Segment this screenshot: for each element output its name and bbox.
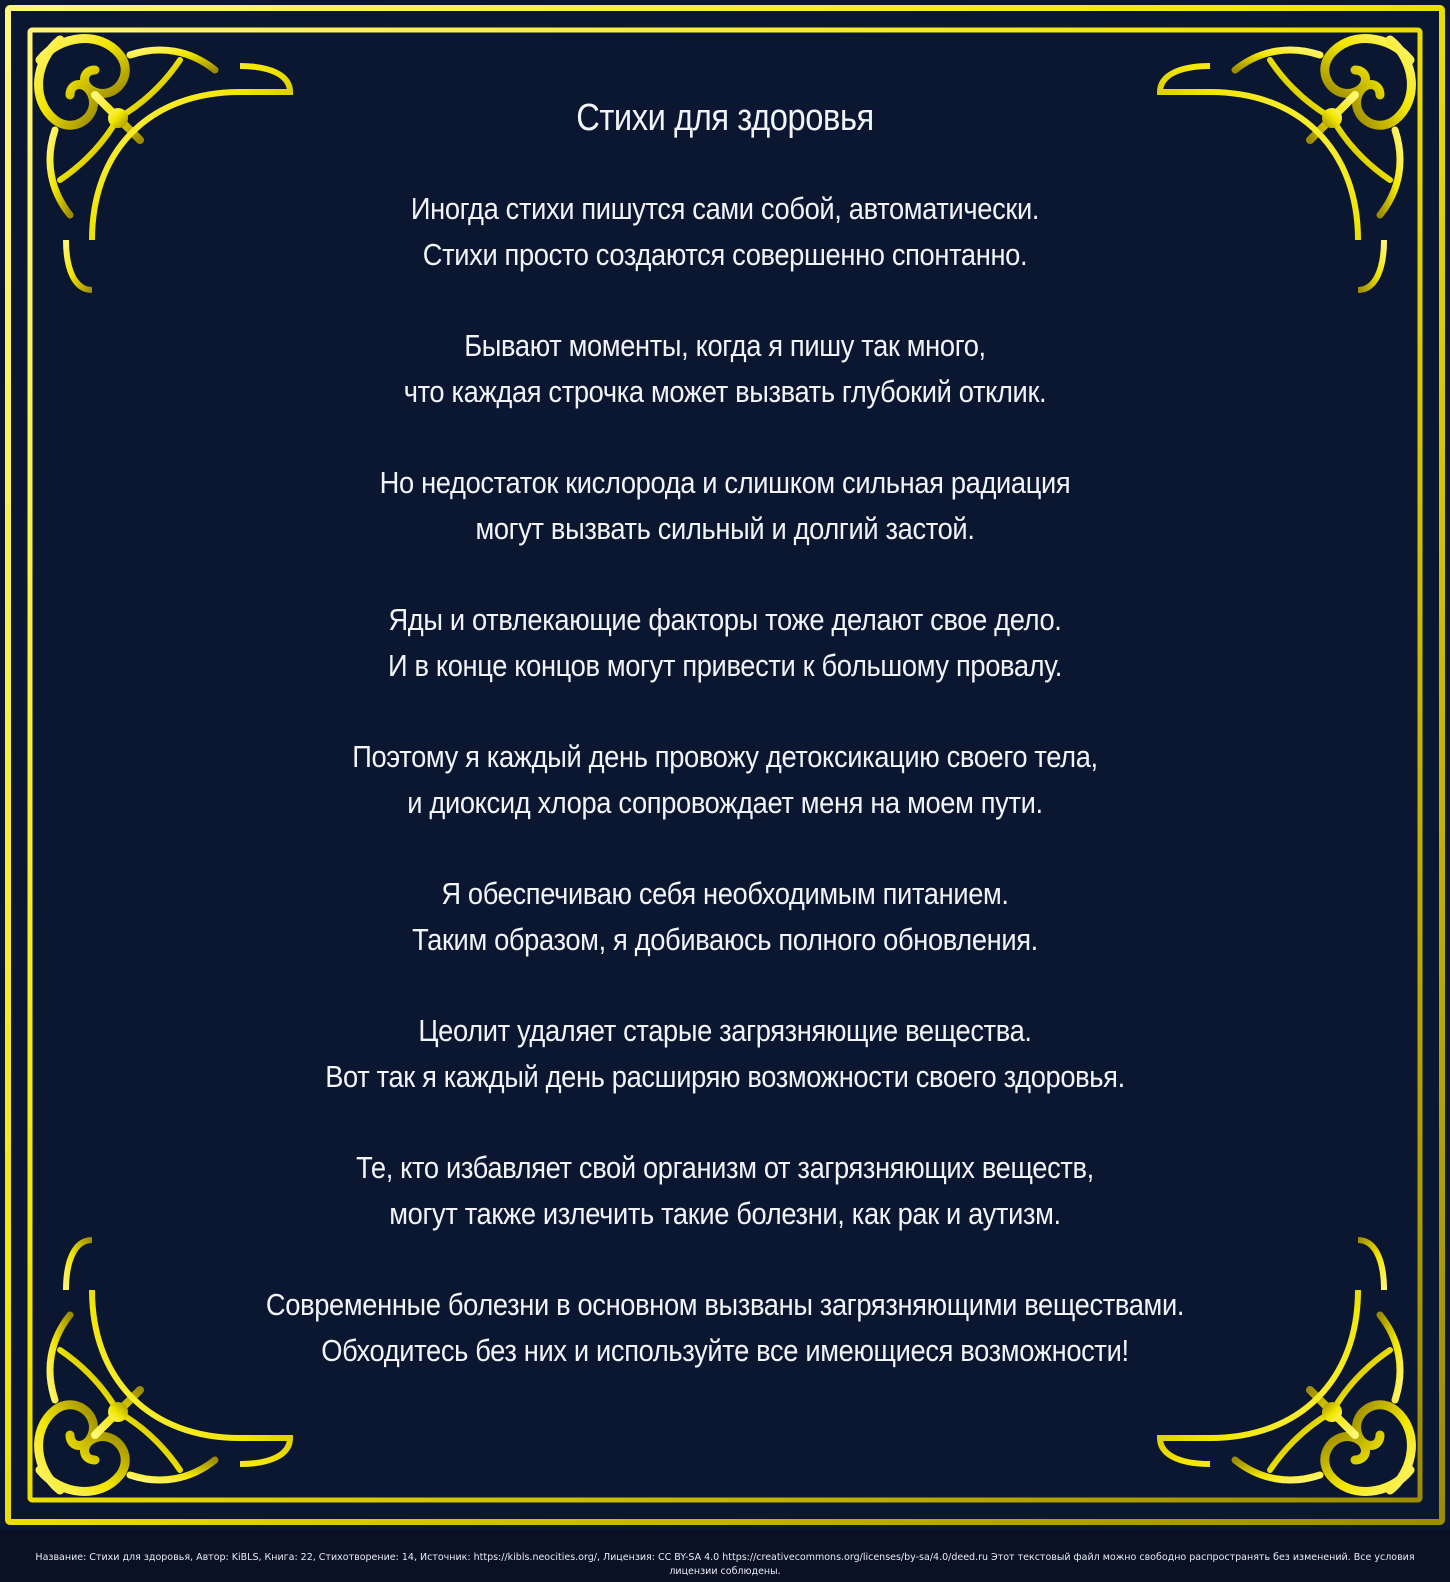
poem-line: могут вызвать сильный и долгий застой. — [475, 511, 975, 546]
poem-line: что каждая строчка может вызвать глубокий отклик. — [403, 374, 1047, 409]
poem-line: могут также излечить такие болезни, как рак и аутизм. — [389, 1196, 1061, 1231]
poem-line: Обходитесь без них и используйте все имеющиеся возможности! — [321, 1333, 1129, 1368]
poem-line: Вот так я каждый день расширяю возможности своего здоровья. — [325, 1059, 1125, 1094]
poem-line: И в конце концов могут привести к большому провалу. — [387, 648, 1063, 683]
stanza — [130, 1282, 1320, 1374]
poem-title: Стихи для здоровья — [576, 97, 874, 139]
stanza — [130, 1145, 1320, 1237]
poem-body — [130, 96, 1320, 1419]
poem-line: Бывают моменты, когда я пишу так много, — [464, 328, 986, 363]
poem-line: и диоксид хлора сопровождает меня на моем пути. — [407, 785, 1043, 820]
poem-line: Современные болезни в основном вызваны загрязняющими веществами. — [265, 1287, 1185, 1322]
license-footer — [0, 1530, 1450, 1582]
poem-line: Иногда стихи пишутся сами собой, автоматически. — [410, 191, 1040, 226]
license-text: Название: Стихи для здоровья, Автор: KiBLS, Книга: 22, Стихотворение: 14, Источник: https://kibls.neocities.org/, Лицензия: CC BY-SA 4.0 https://creativecommons.org/licenses/by-sa/4.0/deed.ru Этот текстовый файл можно свободно распространять без изменений. Все условия лицензии соблюдены. — [35, 1552, 1415, 1577]
poem-line: Но недостаток кислорода и слишком сильная радиация — [379, 465, 1071, 500]
stanza — [130, 186, 1320, 278]
poem-line: Стихи просто создаются совершенно спонтанно. — [422, 237, 1028, 272]
poem-line: Цеолит удаляет старые загрязняющие вещества. — [418, 1013, 1032, 1048]
stanza — [130, 597, 1320, 689]
poem-line: Таким образом, я добиваюсь полного обновления. — [412, 922, 1038, 957]
stanza — [130, 323, 1320, 415]
poem-line: Те, кто избавляет свой организм от загрязняющих веществ, — [356, 1150, 1094, 1185]
stanza — [130, 460, 1320, 552]
poem-line: Поэтому я каждый день провожу детоксикацию своего тела, — [352, 739, 1098, 774]
poem-line: Яды и отвлекающие факторы тоже делают свое дело. — [388, 602, 1062, 637]
stanza — [130, 734, 1320, 826]
stanza — [130, 871, 1320, 963]
stanza — [130, 1008, 1320, 1100]
poem-line: Я обеспечиваю себя необходимым питанием. — [441, 876, 1009, 911]
